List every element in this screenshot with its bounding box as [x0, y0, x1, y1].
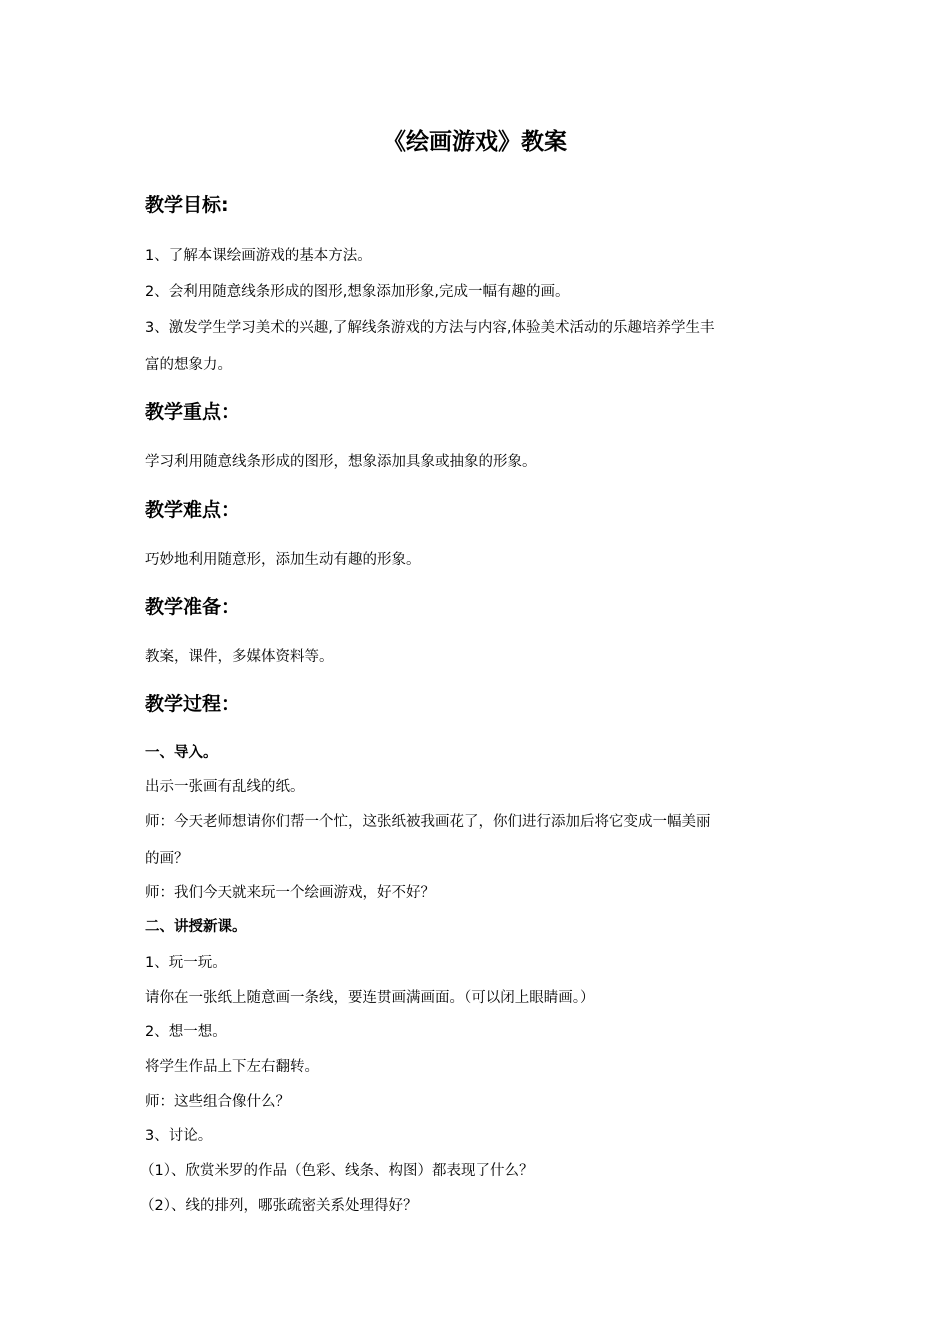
objective-item-2: 2、会利用随意线条形成的图形,想象添加形象,完成一幅有趣的画。 — [145, 284, 570, 300]
process-line: （2）、线的排列，哪张疏密关系处理得好？ — [140, 1198, 418, 1214]
difficulties-heading: 教学难点： — [145, 499, 241, 521]
process-line: 1、玩一玩。 — [145, 955, 227, 971]
process-line: 的画？ — [145, 851, 189, 867]
preparation-text: 教案，课件，多媒体资料等。 — [145, 649, 334, 665]
process-line: 将学生作品上下左右翻转。 — [145, 1059, 319, 1075]
difficulties-text: 巧妙地利用随意形，添加生动有趣的形象。 — [145, 552, 421, 568]
objectives-heading: 教学目标: — [145, 194, 229, 216]
process-heading: 教学过程： — [145, 693, 241, 715]
process-line: 师：今天老师想请你们帮一个忙，这张纸被我画花了，你们进行添加后将它变成一幅美丽 — [145, 814, 711, 830]
document-title: 《绘画游戏》教案 — [383, 129, 567, 155]
process-line: （1）、欣赏米罗的作品（色彩、线条、构图）都表现了什么？ — [140, 1163, 534, 1179]
key-points-text: 学习利用随意线条形成的图形，想象添加具象或抽象的形象。 — [145, 454, 537, 470]
process-line: 出示一张画有乱线的纸。 — [145, 779, 305, 795]
process-line: 师：我们今天就来玩一个绘画游戏，好不好？ — [145, 885, 435, 901]
process-line: 请你在一张纸上随意画一条线，要连贯画满画面。（可以闭上眼睛画。） — [145, 990, 595, 1006]
objective-item-1: 1、了解本课绘画游戏的基本方法。 — [145, 248, 372, 264]
key-points-heading: 教学重点： — [145, 401, 241, 423]
objective-item-3-continued: 富的想象力。 — [145, 357, 232, 373]
process-line: 师：这些组合像什么？ — [145, 1094, 290, 1110]
process-subheading-intro: 一、导入。 — [145, 745, 218, 761]
objective-item-3: 3、激发学生学习美术的兴趣,了解线条游戏的方法与内容,体验美术活动的乐趣培养学生丰 — [145, 320, 715, 336]
process-line: 3、讨论。 — [145, 1128, 213, 1144]
preparation-heading: 教学准备： — [145, 596, 241, 618]
process-subheading-new-lesson: 二、讲授新课。 — [145, 919, 247, 935]
process-line: 2、想一想。 — [145, 1024, 227, 1040]
